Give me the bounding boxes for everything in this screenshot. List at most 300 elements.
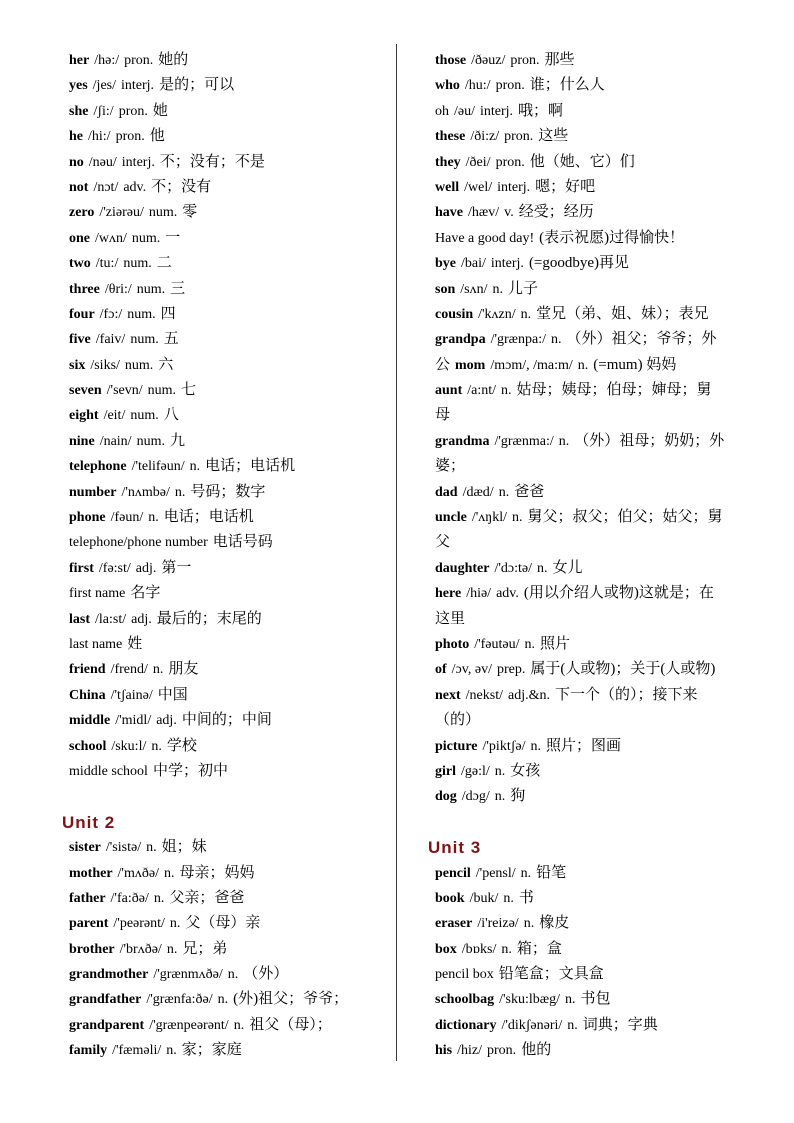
vocab-word: these xyxy=(435,129,466,145)
part-of-speech: n. xyxy=(152,662,164,678)
meaning: 他（她、它）们 xyxy=(529,153,635,170)
vocab-word: one xyxy=(69,230,90,246)
phonetic: /sʌn/ xyxy=(460,281,488,297)
phonetic: /θri:/ xyxy=(104,281,132,297)
meaning: 橡皮 xyxy=(539,915,570,932)
vocab-word: dog xyxy=(435,789,457,805)
vocab-list-unit-2-continued xyxy=(435,48,787,810)
vocab-entry xyxy=(69,403,391,428)
phonetic: /dɔg/ xyxy=(461,789,490,805)
vocab-word: grandmother xyxy=(69,967,149,983)
part-of-speech: n. xyxy=(520,306,532,322)
vocab-word: dictionary xyxy=(435,1017,497,1033)
vocab-entry xyxy=(435,124,787,149)
vocab-word: mom xyxy=(455,357,486,373)
vocab-entry xyxy=(69,226,391,251)
vocab-word: Have a good day! xyxy=(435,230,535,246)
vocab-entry-continued xyxy=(435,403,787,428)
phonetic: /buk/ xyxy=(469,890,499,906)
meaning: 他 xyxy=(149,128,165,145)
vocab-entry xyxy=(69,657,391,682)
part-of-speech: prep. xyxy=(496,662,526,678)
vocab-entry xyxy=(435,632,787,657)
part-of-speech: interj. xyxy=(121,78,155,94)
left-column xyxy=(62,48,391,1064)
vocab-entry xyxy=(69,48,391,73)
part-of-speech: n. xyxy=(494,763,506,779)
vocab-word: last name xyxy=(69,636,123,652)
phonetic: /'ziərəu/ xyxy=(99,205,144,221)
meaning-continued: 这里 xyxy=(435,610,466,627)
meaning: 照片；图画 xyxy=(545,737,621,754)
part-of-speech: num. xyxy=(136,281,166,297)
meaning: 父（母）亲 xyxy=(185,915,261,932)
phonetic: /'grænpa:/ xyxy=(490,332,546,348)
phonetic: /wʌn/ xyxy=(95,230,127,246)
vocab-entry xyxy=(435,784,787,809)
meaning: 不；没有；不是 xyxy=(159,153,265,170)
vocab-word: six xyxy=(69,357,86,373)
vocab-word: bye xyxy=(435,256,456,272)
vocab-entry xyxy=(435,962,787,987)
vocab-entry-continued xyxy=(435,607,787,632)
vocab-entry xyxy=(69,454,391,479)
meaning: (=mum) 妈妈 xyxy=(593,356,677,373)
part-of-speech: n. xyxy=(498,484,510,500)
vocab-entry xyxy=(435,1013,787,1038)
meaning: 父亲；爸爸 xyxy=(169,889,245,906)
vocab-word: she xyxy=(69,103,89,119)
meaning: 嗯；好吧 xyxy=(535,178,596,195)
vocab-word: aunt xyxy=(435,383,463,399)
right-column xyxy=(428,48,787,1064)
vocab-entry xyxy=(435,277,787,302)
phonetic: /gə:l/ xyxy=(461,763,490,779)
phonetic: /frend/ xyxy=(110,662,148,678)
vocab-entry xyxy=(69,708,391,733)
vocab-entry xyxy=(69,378,391,403)
phonetic: /'pensl/ xyxy=(475,865,516,881)
meaning: 母亲；妈妈 xyxy=(179,864,255,881)
vocab-word: he xyxy=(69,129,83,145)
vocab-word: grandpa xyxy=(435,332,486,348)
meaning: 铅笔盒；文具盒 xyxy=(498,966,604,983)
vocab-word: five xyxy=(69,332,91,348)
vocab-word: mother xyxy=(69,865,113,881)
unit-3-heading: Unit 3 xyxy=(428,838,482,858)
part-of-speech: pron. xyxy=(504,129,534,145)
phonetic: /fəun/ xyxy=(110,510,144,526)
phonetic: /siks/ xyxy=(90,357,120,373)
vocab-entry xyxy=(69,556,391,581)
part-of-speech: n. xyxy=(550,332,562,348)
vocab-word: dad xyxy=(435,484,458,500)
part-of-speech: num. xyxy=(136,433,165,449)
vocab-word: sister xyxy=(69,840,101,856)
phonetic: /'fæməli/ xyxy=(112,1043,162,1059)
spacer xyxy=(69,784,391,809)
vocab-entry xyxy=(69,327,391,352)
meaning: 学校 xyxy=(166,737,197,754)
part-of-speech: interj. xyxy=(497,179,531,195)
vocab-entry xyxy=(69,530,391,555)
meaning: 女儿 xyxy=(552,559,583,576)
vocab-word: they xyxy=(435,154,461,170)
meaning: 经受；经历 xyxy=(518,204,594,221)
vocab-list-unit-3 xyxy=(435,861,787,1064)
meaning: 祖父（母）； xyxy=(249,1016,332,1033)
vocab-word: his xyxy=(435,1043,453,1059)
vocab-word: have xyxy=(435,205,463,221)
phonetic: /nekst/ xyxy=(465,687,504,703)
meaning: 堂兄（弟、姐、妹）；表兄 xyxy=(536,305,709,322)
vocab-entry xyxy=(69,607,391,632)
vocab-word: telephone xyxy=(69,459,127,475)
meaning: 七 xyxy=(181,382,197,399)
vocab-word: oh xyxy=(435,103,449,119)
part-of-speech: pron. xyxy=(118,103,148,119)
vocab-entry xyxy=(69,175,391,200)
meaning: 中学；初中 xyxy=(152,762,228,779)
meaning: 箱；盒 xyxy=(516,940,562,957)
meaning: 爸爸 xyxy=(514,483,545,500)
meaning: 六 xyxy=(158,356,174,373)
meaning: 姐；妹 xyxy=(161,839,207,856)
meaning: 狗 xyxy=(510,788,526,805)
meaning: 女孩 xyxy=(510,762,541,779)
vocab-entry xyxy=(69,505,391,530)
vocab-entry xyxy=(69,759,391,784)
meaning-continued: 母 xyxy=(435,407,451,424)
part-of-speech: n. xyxy=(166,941,178,957)
meaning: 电话；电话机 xyxy=(205,458,296,475)
part-of-speech: n. xyxy=(577,357,589,373)
vocab-word: family xyxy=(69,1043,108,1059)
meaning-continued: 公 xyxy=(435,356,451,373)
vocab-word: girl xyxy=(435,763,456,779)
meaning: 五 xyxy=(163,331,179,348)
vocab-word: book xyxy=(435,890,465,906)
vocab-word: parent xyxy=(69,916,109,932)
vocab-word: yes xyxy=(69,78,88,94)
vocab-word: first name xyxy=(69,586,126,602)
vocab-word: phone xyxy=(69,510,106,526)
meaning: (=goodbye)再见 xyxy=(528,255,630,272)
vocab-entry xyxy=(435,150,787,175)
part-of-speech: interj. xyxy=(480,103,514,119)
vocab-entry xyxy=(435,302,787,327)
vocab-word: zero xyxy=(69,205,95,221)
vocab-entry xyxy=(435,581,787,606)
vocab-entry xyxy=(435,73,787,98)
meaning: （外）祖父；爷爷；外 xyxy=(566,331,717,348)
vocab-word: school xyxy=(69,738,107,754)
vocab-word: picture xyxy=(435,738,478,754)
vocab-word: three xyxy=(69,281,100,297)
vocab-word: those xyxy=(435,53,467,68)
vocab-entry xyxy=(435,657,787,682)
part-of-speech: n. xyxy=(558,433,570,449)
vocab-word: eight xyxy=(69,408,99,424)
vocab-word: uncle xyxy=(435,510,467,526)
phonetic: /hæv/ xyxy=(468,205,500,221)
part-of-speech: adv. xyxy=(123,179,147,195)
meaning: 电话号码 xyxy=(212,534,273,551)
part-of-speech: num. xyxy=(130,332,159,348)
part-of-speech: pron. xyxy=(115,129,145,145)
vocab-word: son xyxy=(435,281,456,297)
part-of-speech: n. xyxy=(524,636,536,652)
unit-2-heading: Unit 2 xyxy=(62,812,116,832)
vocab-entry xyxy=(69,962,391,987)
vocab-word: her xyxy=(69,53,90,68)
phonetic: /ði:z/ xyxy=(470,129,500,145)
meaning: 书 xyxy=(518,889,534,906)
vocab-word: four xyxy=(69,306,95,322)
part-of-speech: n. xyxy=(530,738,541,754)
phonetic: /mɔm/, /ma:m/ xyxy=(490,357,573,373)
vocab-word: eraser xyxy=(435,916,473,932)
vocab-entry xyxy=(435,886,787,911)
phonetic: /'ʌŋkl/ xyxy=(471,510,508,526)
part-of-speech: adj. xyxy=(131,611,152,627)
meaning: 那些 xyxy=(544,52,575,68)
vocab-entry xyxy=(435,175,787,200)
vocab-entry xyxy=(69,987,391,1012)
vocab-entry xyxy=(69,150,391,175)
phonetic: /nain/ xyxy=(99,433,132,449)
vocab-word: father xyxy=(69,890,106,906)
meaning: 是的；可以 xyxy=(159,77,235,94)
part-of-speech: n. xyxy=(567,1017,578,1033)
meaning: 号码；数字 xyxy=(190,483,266,500)
vocab-entry xyxy=(69,73,391,98)
phonetic: /'brʌðə/ xyxy=(119,941,162,957)
vocab-word: well xyxy=(435,179,460,195)
phonetic: /'telifəun/ xyxy=(131,459,185,475)
phonetic: /'mʌðə/ xyxy=(117,865,159,881)
vocab-entry xyxy=(69,1038,391,1063)
vocab-entry xyxy=(69,99,391,124)
vocab-word: next xyxy=(435,687,461,703)
vocab-entry xyxy=(69,886,391,911)
phonetic: /'grænmʌðə/ xyxy=(153,967,223,983)
meaning: 属于(人或物)；关于(人或物) xyxy=(530,661,716,678)
phonetic: /'peərənt/ xyxy=(113,916,165,932)
phonetic: /fə:st/ xyxy=(98,560,131,576)
meaning: (外)祖父；爷爷； xyxy=(233,991,349,1008)
vocab-entry xyxy=(435,200,787,225)
phonetic: /'piktʃə/ xyxy=(482,738,526,754)
vocab-word: photo xyxy=(435,636,470,652)
part-of-speech: interj. xyxy=(490,256,524,272)
meaning: 儿子 xyxy=(507,280,538,297)
part-of-speech: adj.&n. xyxy=(508,687,551,703)
vocab-entry xyxy=(435,226,787,251)
meaning: (表示祝愿)过得愉快！ xyxy=(539,229,685,246)
vocab-word: grandma xyxy=(435,433,490,449)
vocab-entry xyxy=(69,581,391,606)
part-of-speech: pron. xyxy=(124,53,154,68)
vocab-entry xyxy=(69,734,391,759)
part-of-speech: num. xyxy=(131,230,161,246)
part-of-speech: pron. xyxy=(510,53,540,68)
vocab-word: nine xyxy=(69,433,95,449)
vocab-word: seven xyxy=(69,383,102,399)
meaning: 下一个（的）；接下来 xyxy=(555,686,698,703)
phonetic: /faiv/ xyxy=(95,332,126,348)
phonetic: /'sevn/ xyxy=(106,383,143,399)
vocab-entry xyxy=(69,302,391,327)
vocab-entry xyxy=(435,861,787,886)
vocab-list-unit-2 xyxy=(69,835,391,1064)
part-of-speech: n. xyxy=(512,510,523,526)
phonetic: /a:nt/ xyxy=(467,383,497,399)
vocab-entry xyxy=(435,327,787,352)
phonetic: /'grænma:/ xyxy=(494,433,554,449)
phonetic: /hiə/ xyxy=(466,586,492,602)
meaning: 这些 xyxy=(538,128,569,145)
phonetic: /bai/ xyxy=(461,256,486,272)
part-of-speech: num. xyxy=(148,205,178,221)
meaning: 她 xyxy=(152,102,168,119)
part-of-speech: n. xyxy=(174,484,186,500)
meaning: 他的 xyxy=(521,1042,552,1059)
vocab-word: friend xyxy=(69,662,106,678)
vocab-entry xyxy=(435,251,787,276)
part-of-speech: num. xyxy=(127,306,156,322)
vocab-entry-continued xyxy=(435,454,787,479)
meaning: 电话；电话机 xyxy=(163,509,254,526)
meaning: 姑母；姨母；伯母；婶母；舅 xyxy=(516,382,712,399)
phonetic: /ðəuz/ xyxy=(471,53,506,68)
phonetic: /'sistə/ xyxy=(105,840,142,856)
vocab-word: number xyxy=(69,484,117,500)
phonetic: /tu:/ xyxy=(95,256,119,272)
meaning: 三 xyxy=(170,280,186,297)
vocab-entry xyxy=(435,759,787,784)
vocab-entry xyxy=(69,277,391,302)
meaning: 不；没有 xyxy=(151,178,212,195)
vocab-entry xyxy=(69,200,391,225)
phonetic: /'dɔ:tə/ xyxy=(494,560,532,576)
meaning: 铅笔 xyxy=(536,864,567,881)
vocab-word: last xyxy=(69,611,90,627)
vocab-entry xyxy=(69,911,391,936)
vocab-word: no xyxy=(69,154,84,170)
phonetic: /'grænpeərənt/ xyxy=(149,1017,229,1033)
meaning: 零 xyxy=(182,204,198,221)
meaning: 名字 xyxy=(130,585,161,602)
meaning: 四 xyxy=(160,305,176,322)
phonetic: /'fa:ðə/ xyxy=(110,890,149,906)
phonetic: /'midl/ xyxy=(115,713,152,729)
meaning-continued: 婆； xyxy=(435,458,466,475)
meaning: 二 xyxy=(156,255,172,272)
vocab-word: telephone/phone number xyxy=(69,535,208,551)
part-of-speech: n. xyxy=(189,459,201,475)
part-of-speech: num. xyxy=(147,383,177,399)
part-of-speech: n. xyxy=(169,916,181,932)
meaning: 九 xyxy=(169,432,185,449)
vocab-entry xyxy=(435,734,787,759)
vocab-entry xyxy=(435,556,787,581)
vocab-word: schoolbag xyxy=(435,992,495,1008)
vocab-word: first xyxy=(69,560,94,576)
part-of-speech: n. xyxy=(227,967,239,983)
phonetic: /nɔt/ xyxy=(93,179,119,195)
vocab-entry xyxy=(69,683,391,708)
vocab-entry xyxy=(69,632,391,657)
vocab-entry xyxy=(69,124,391,149)
vocab-entry xyxy=(435,911,787,936)
part-of-speech: n. xyxy=(501,941,512,957)
phonetic: /i'reizə/ xyxy=(477,916,519,932)
phonetic: /'nʌmbə/ xyxy=(121,484,170,500)
vocab-entry xyxy=(69,1013,391,1038)
phonetic: /la:st/ xyxy=(95,611,127,627)
meaning: 中国 xyxy=(157,686,188,703)
phonetic: /'dikʃənəri/ xyxy=(501,1017,563,1033)
vocab-entry xyxy=(435,1038,787,1063)
part-of-speech: adv. xyxy=(496,586,519,602)
vocab-entry xyxy=(69,429,391,454)
meaning: 舅父；叔父；伯父；姑父；舅 xyxy=(527,509,723,526)
part-of-speech: n. xyxy=(492,281,503,297)
part-of-speech: num. xyxy=(123,256,152,272)
phonetic: /hə:/ xyxy=(94,53,120,68)
vocab-word: China xyxy=(69,687,106,703)
vocab-word: here xyxy=(435,586,462,602)
vocab-word: grandparent xyxy=(69,1017,145,1033)
vocab-word: daughter xyxy=(435,560,490,576)
part-of-speech: pron. xyxy=(495,154,525,170)
meaning: 谁；什么人 xyxy=(529,77,605,94)
vocab-entry xyxy=(69,353,391,378)
meaning: 照片 xyxy=(540,635,571,652)
vocab-word: of xyxy=(435,662,447,678)
vocab-entry xyxy=(435,937,787,962)
vocab-entry xyxy=(69,251,391,276)
meaning: 姓 xyxy=(127,635,143,652)
part-of-speech: n. xyxy=(153,890,165,906)
meaning: 第一 xyxy=(161,559,192,576)
part-of-speech: n. xyxy=(536,560,548,576)
phonetic: /'grænfa:ðə/ xyxy=(146,992,213,1008)
phonetic: /'kʌzn/ xyxy=(478,306,516,322)
meaning: 中间的；中间 xyxy=(181,712,272,729)
meaning: （外）祖母；奶奶；外 xyxy=(574,432,725,449)
phonetic: /nəu/ xyxy=(88,154,117,170)
phonetic: /fɔ:/ xyxy=(99,306,123,322)
vocab-word: pencil xyxy=(435,865,471,881)
vocab-entry xyxy=(435,683,787,708)
phonetic: /hiz/ xyxy=(457,1043,483,1059)
meaning: 她的 xyxy=(158,52,189,68)
vocab-word: grandfather xyxy=(69,992,142,1008)
part-of-speech: n. xyxy=(503,890,514,906)
vocab-word: pencil box xyxy=(435,967,494,983)
phonetic: /ʃi:/ xyxy=(93,103,114,119)
part-of-speech: n. xyxy=(163,865,175,881)
spacer xyxy=(435,810,787,835)
vocab-word: brother xyxy=(69,941,115,957)
meaning: 最后的；末尾的 xyxy=(156,610,262,627)
meaning: 哦；啊 xyxy=(518,102,564,119)
vocab-entry xyxy=(69,937,391,962)
phonetic: /'fəutəu/ xyxy=(474,636,520,652)
part-of-speech: n. xyxy=(166,1043,177,1059)
